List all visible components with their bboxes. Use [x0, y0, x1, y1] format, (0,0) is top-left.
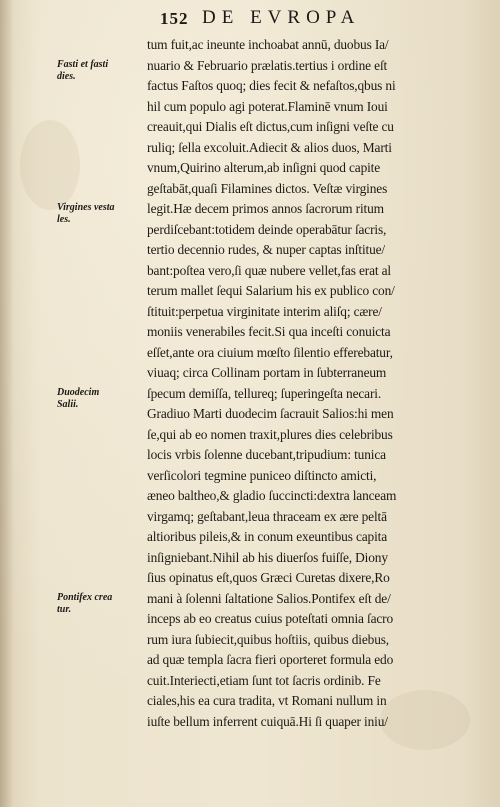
- marginal-note-virgines: [57, 202, 143, 226]
- text-line: perdiſcebant:totidem deinde operabātur ſacris,: [147, 221, 387, 237]
- text-line: ſius opinatus eſt,quos Græci Curetas dixere,Ro: [147, 570, 390, 585]
- text-line: virgamq; geſtabant,leua thraceam ex ære peltā: [147, 508, 387, 524]
- text-line: ſe,qui ab eo nomen traxit,plures dies celebribus: [147, 426, 393, 442]
- text-line: bant:poſtea vero,ſi quæ nubere vellet,fas erat al: [147, 262, 391, 278]
- text-line: viuaq; circa Collinam portam in ſubterraneum: [147, 365, 387, 380]
- text-line: iuſte bellum inferrent cuiquā.Hi ſi quaper iniu/: [147, 713, 388, 729]
- page-header: [160, 7, 490, 29]
- text-line: ad quæ templa ſacra fieri oporteret formula edo: [147, 652, 394, 667]
- marginal-note-fasti: [57, 59, 143, 83]
- text-line: vnum,Quirino alterum,ab inſigni quod capite: [147, 160, 381, 175]
- text-line: altioribus pileis,& in conum exeuntibus capita: [147, 529, 388, 544]
- text-line: terum mallet ſequi Salarium his ex publico con/: [147, 283, 395, 298]
- text-line: moniis venerabiles fecit.Si qua inceſti conuicta: [147, 324, 391, 339]
- text-line: mani à ſolenni ſaltatione Salios.Pontifex eſt de/: [147, 590, 391, 606]
- text-line: ruliq; ſella excoluit.Adiecit & alios duos, Marti: [147, 139, 392, 155]
- text-line: eſſet,ante ora ciuium mœſto ſilentio efferebatur,: [147, 344, 393, 360]
- text-line: inſigniebant.Nihil ab his diuerſos fuiſſe, Diony: [147, 549, 388, 565]
- text-line: nuario & Februario prælatis.tertius i ordine eſt: [147, 57, 388, 73]
- marginal-note-line: tur.: [57, 603, 72, 615]
- text-line: ciales,his ea cura tradita, vt Romani nullum in: [147, 693, 387, 708]
- text-line: hil cum populo agi poterat.Flaminē vnum Ioui: [147, 98, 388, 114]
- text-line: inceps ab eo creatus cuius poteſtati omnia ſacro: [147, 611, 394, 626]
- marginal-note-line: Duodecim: [57, 386, 100, 398]
- text-line: factus Faſtos quoq; dies fecit & nefaſtos,qbus ni: [147, 78, 396, 93]
- marginal-note-line: Fasti et fasti: [57, 58, 109, 70]
- text-line: cuit.Interiecti,etiam ſunt tot ſacris ordinib. Fe: [147, 672, 381, 688]
- marginal-note-line: Pontifex crea: [57, 591, 113, 603]
- text-line: tum fuit,ac ineunte inchoabat annū, duobus Ia/: [147, 37, 389, 52]
- gutter-shadow: [0, 0, 14, 807]
- paper-stain: [20, 120, 80, 210]
- running-title: DE EVROPA: [202, 7, 361, 28]
- text-line: verſicolori tegmine puniceo diſtincto amicti,: [147, 467, 377, 483]
- main-text-block: [147, 35, 489, 732]
- page-number: 152: [160, 9, 189, 28]
- marginal-note-line: dies.: [57, 70, 76, 82]
- text-line: rum iura ſubiecit,quibus hoſtiis, quibus diebus,: [147, 631, 389, 647]
- text-line: Gradiuo Marti duodecim ſacrauit Salios:hi men: [147, 406, 394, 421]
- text-line: legit.Hæ decem primos annos ſacrorum ritum: [147, 201, 384, 216]
- text-line: locis vrbis ſolenne ducebant,tripudium: tunica: [147, 447, 386, 462]
- text-line: creauit,qui Dialis eſt dictus,cum inſigni veſte cu: [147, 119, 394, 134]
- text-line: æneo baltheo,& gladio ſuccincti:dextra lanceam: [147, 488, 397, 503]
- text-line: tertio decennio rudes, & nuper captas inſtitue/: [147, 242, 385, 257]
- marginal-note-pontifex: [57, 592, 143, 616]
- text-line: geſtabāt,quaſi Filamines dictos. Veſtæ virgines: [147, 180, 388, 196]
- marginal-note-duodecim: [57, 387, 143, 411]
- marginal-note-line: Virgines vesta: [57, 202, 115, 213]
- marginal-note-line: les.: [57, 214, 71, 225]
- marginal-note-line: Salii.: [57, 398, 79, 410]
- text-line: ſpecum demiſſa, tellureq; ſuperingeſta necari.: [147, 385, 382, 401]
- text-line: ſtituit:perpetua virginitate interim aliſq; cære/: [147, 303, 382, 319]
